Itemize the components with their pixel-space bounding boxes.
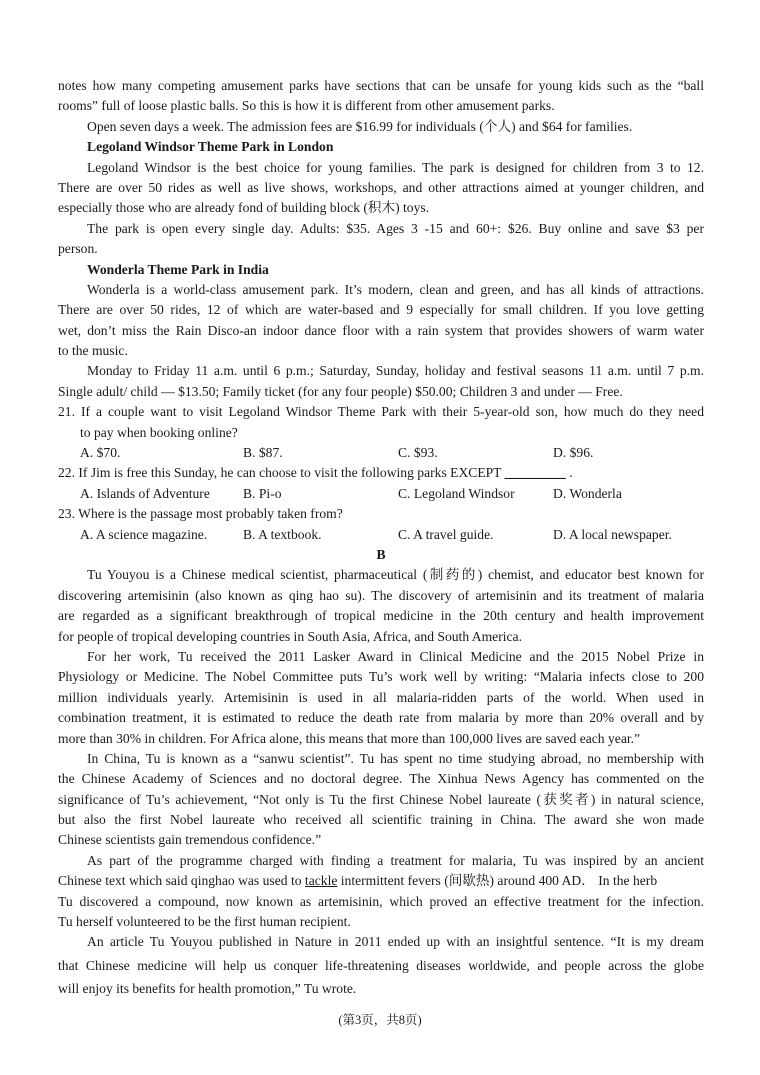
- text-line: As part of the programme charged with finding a treatment for malaria, Tu was inspired by an ancient: [87, 852, 704, 868]
- question-23-stem: 23. Where is the passage most probably taken from?: [58, 506, 343, 522]
- text-line: especially those who are already fond of building block (积木) toys.: [58, 200, 430, 216]
- text-segment: Chinese text which said qinghao was used to: [58, 873, 305, 889]
- option-a: A. Islands of Adventure: [80, 485, 210, 501]
- option-c: C. $93.: [398, 445, 438, 461]
- text-line: Wonderla is a world-class amusement park. It’s modern, clean and green, and has all kinds of attractions.: [87, 281, 704, 297]
- option-b: B. $87.: [243, 445, 283, 461]
- text-line: Monday to Friday 11 a.m. until 6 p.m.; Saturday, Sunday, holiday and festival seasons 11 a.m. until 7 p.m.: [87, 363, 704, 379]
- text-line: person.: [58, 241, 98, 257]
- section-label-b: B: [376, 546, 386, 562]
- text-line: There are over 50 rides as well as live shows, workshops, and other attractions aimed at younger children, and: [58, 179, 704, 195]
- text-line: significance of Tu’s achievement, “Not only is Tu the first Chinese Nobel laureate (获奖者) in natural science,: [58, 791, 704, 807]
- text-line: discovering artemisinin (also known as qing hao su). The discovery of artemisinin and its treatment of malaria: [58, 587, 704, 603]
- underlined-word-tackle: tackle: [304, 873, 338, 889]
- text-line: In China, Tu is known as a “sanwu scientist”. Tu has spent no time studying abroad, no membership with: [87, 750, 704, 766]
- question-23-options: [58, 525, 704, 545]
- option-a: A. $70.: [80, 445, 121, 461]
- text-line: more than 30% in children. For Africa alone, this means that more than 100,000 lives are saved each year.”: [58, 730, 641, 746]
- section-heading-legoland: Legoland Windsor Theme Park in London: [87, 139, 334, 155]
- document-page: [58, 76, 704, 1000]
- text-line: are regarded as a significant breakthrough of tropical medicine in the 20th century and health improvement: [58, 608, 704, 624]
- option-a: A. A science magazine.: [80, 526, 208, 542]
- text-line: combination treatment, it is estimated to reduce the death rate from malaria by more than 20% overall and by: [58, 710, 704, 726]
- question-22-text: 22. If Jim is free this Sunday, he can choose to visit the following parks EXCEPT: [58, 465, 502, 481]
- option-d: D. $96.: [553, 445, 594, 461]
- option-c: C. A travel guide.: [398, 526, 494, 542]
- option-d: D. Wonderla: [553, 485, 622, 501]
- text-line: Open seven days a week. The admission fees are $16.99 for individuals (个人) and $64 for families.: [87, 118, 633, 134]
- question-21-stem: 21. If a couple want to visit Legoland Windsor Theme Park with their 5-year-old son, how much do they need: [58, 404, 704, 420]
- option-b: B. A textbook.: [243, 526, 322, 542]
- question-22-end: .: [565, 465, 573, 481]
- option-b: B. Pi-o: [243, 485, 282, 501]
- question-22-options: [58, 484, 704, 504]
- text-line: that Chinese medicine will help us conquer life-threatening diseases worldwide, and people across the globe: [58, 957, 704, 973]
- question-21-options: [58, 443, 704, 463]
- text-line: Single adult/ child — $13.50; Family ticket (for any four people) $50.00; Children 3 and under — Free.: [58, 383, 623, 399]
- text-line: Legoland Windsor is the best choice for young families. The park is designed for children from 3 to 12.: [87, 159, 704, 175]
- text-segment: intermittent fevers (间歇热) around 400 AD． In the herb: [337, 873, 658, 889]
- text-line: notes how many competing amusement parks have sections that can be unsafe for young kids such as the “ball: [58, 78, 704, 93]
- option-c: C. Legoland Windsor: [398, 485, 515, 501]
- section-heading-wonderla: Wonderla Theme Park in India: [87, 261, 269, 277]
- question-22-stem: [58, 463, 704, 483]
- text-line: There are over 50 rides, 12 of which are water-based and 9 especially for small children. If you love getting: [58, 302, 704, 318]
- text-line: rooms” full of loose plastic balls. So this is how it is different from other amusement parks.: [58, 98, 555, 114]
- text-line: The park is open every single day. Adults: $35. Ages 3 -15 and 60+: $26. Buy online and save $3 per: [87, 220, 704, 236]
- text-line: [58, 871, 704, 891]
- option-d: D. A local newspaper.: [553, 526, 672, 542]
- text-line: to the music.: [58, 343, 128, 359]
- text-line: will enjoy its benefits for health promotion,” Tu wrote.: [58, 981, 357, 997]
- text-line: An article Tu Youyou published in Nature in 2011 ended up with an insightful sentence. “It is my dream: [87, 934, 704, 950]
- text-line: Chinese scientists gain tremendous confidence.”: [58, 832, 322, 848]
- text-line: Physiology or Medicine. The Nobel Committee puts Tu’s work well by writing: “Malaria infects close to 200: [58, 669, 704, 685]
- text-line: million individuals yearly. Artemisinin is used in all malaria-ridden parts of the world. When used in: [58, 689, 704, 705]
- text-line: Tu herself volunteered to be the first human recipient.: [58, 914, 351, 930]
- text-line: but also the first Nobel laureate who received all scientific training in China. The award she won made: [58, 812, 704, 828]
- text-line: the Chinese Academy of Sciences and no doctoral degree. The Xinhua News Agency has commented on the: [58, 771, 704, 787]
- question-21-stem-cont: to pay when booking online?: [80, 424, 238, 440]
- text-line: wet, don’t miss the Rain Disco-an indoor dance floor with a rain system that provides showers of warm water: [58, 322, 704, 338]
- text-line: Tu Youyou is a Chinese medical scientist, pharmaceutical (制药的) chemist, and educator best known for: [87, 567, 704, 583]
- text-line: for people of tropical developing countries in South Asia, Africa, and South America.: [58, 628, 522, 644]
- answer-blank: _________: [504, 465, 566, 481]
- text-line: Tu discovered a compound, now known as artemisinin, which proved an effective treatment for the infection.: [58, 893, 704, 909]
- text-line: For her work, Tu received the 2011 Lasker Award in Clinical Medicine and the 2015 Nobel Prize in: [87, 648, 704, 664]
- page-footer: (第3页，共8页): [338, 1013, 422, 1027]
